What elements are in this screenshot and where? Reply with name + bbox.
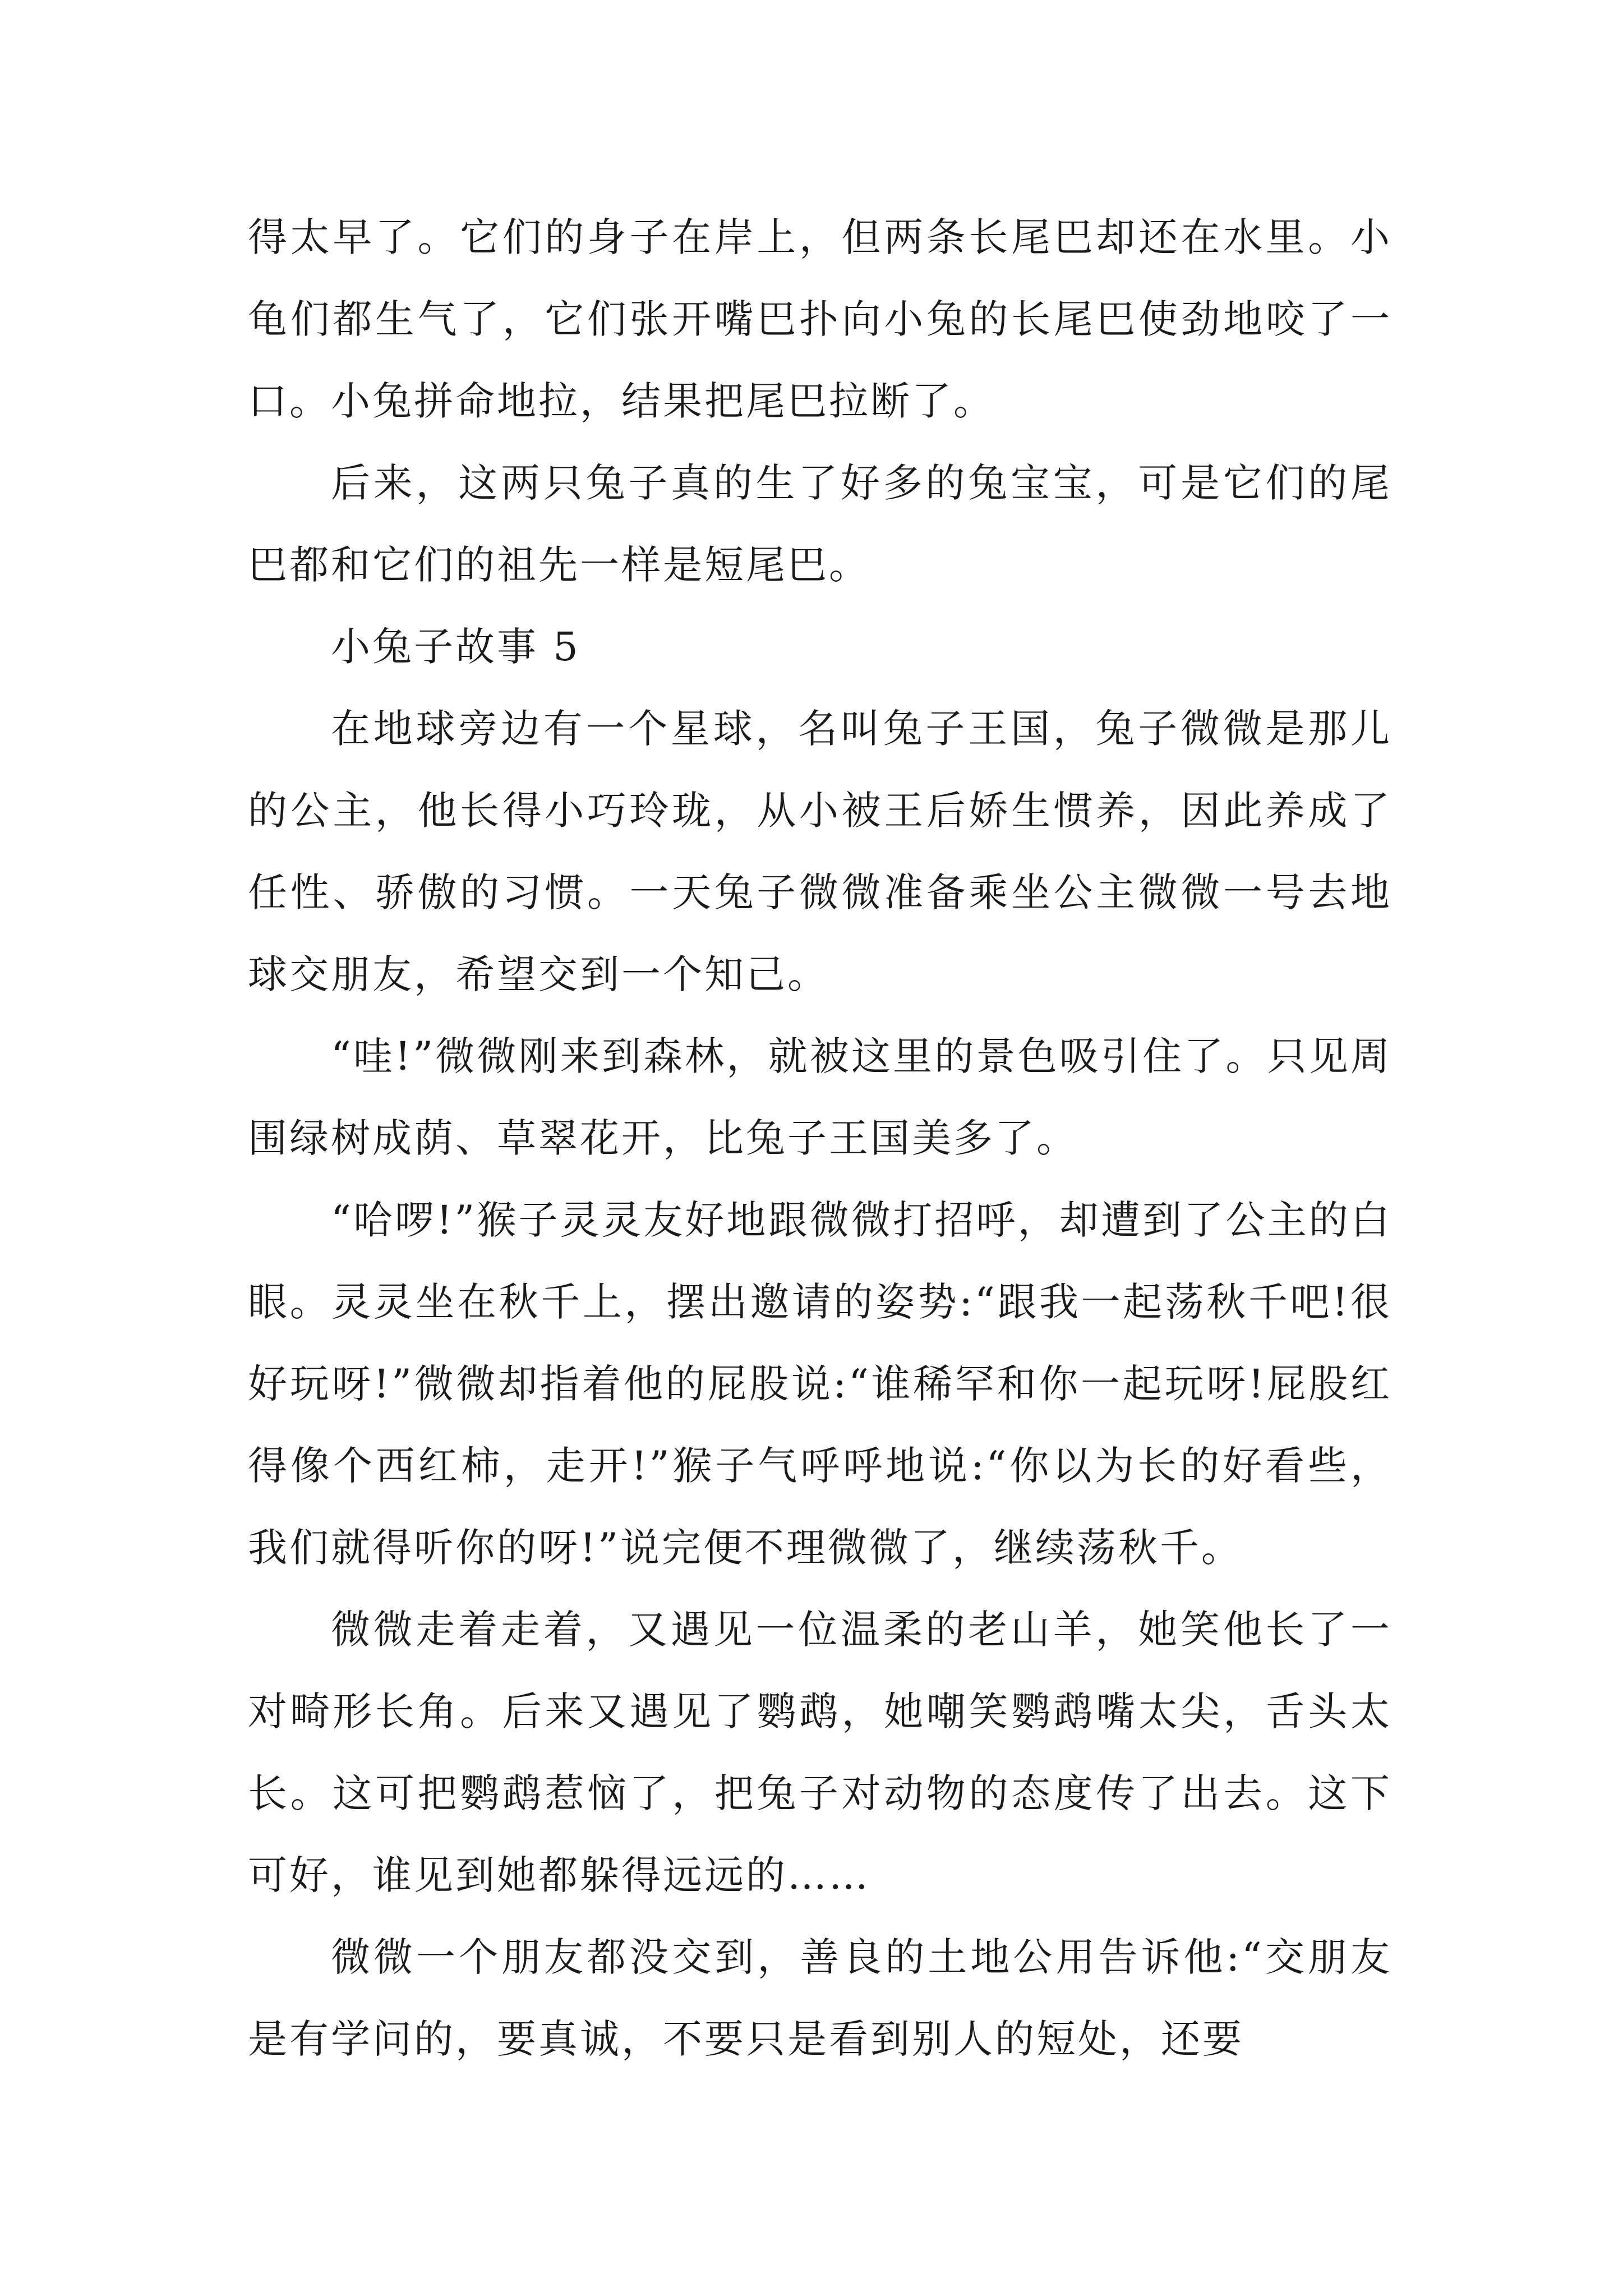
- paragraph: “哇!”微微刚来到森林，就被这里的景色吸引住了。只见周围绿树成荫、草翠花开，比兔子王国美多了。: [248, 1033, 1392, 1161]
- paragraph: “哈啰!”猴子灵灵友好地跟微微打招呼，却遭到了公主的白眼。灵灵坐在秋千上，摆出邀请的姿势:“跟我一起荡秋千吧!很好玩呀!”微微却指着他的屁股说:“谁稀罕和你一起玩呀!屁股红得像个西红柿，走开!”猴子气呼呼地说:“你以为长的好看些，我们就得听你的呀!”说完便不理微微了，继续荡秋千。: [248, 1197, 1392, 1571]
- document-body: [248, 196, 1392, 2080]
- paragraph: 微微一个朋友都没交到，善良的土地公用告诉他:“交朋友是有学问的，要真诚，不要只是看到别人的短处，还要: [248, 1934, 1392, 2062]
- paragraph: 微微走着走着，又遇见一位温柔的老山羊，她笑他长了一对畸形长角。后来又遇见了鹦鹉，她嘲笑鹦鹉嘴太尖，舌头太长。这可把鹦鹉惹恼了，把兔子对动物的态度传了出去。这下可好，谁见到她都躲得远远的……: [248, 1607, 1392, 1898]
- paragraph-continuation: 得太早了。它们的身子在岸上，但两条长尾巴却还在水里。小龟们都生气了，它们张开嘴巴扑向小兔的长尾巴使劲地咬了一口。小兔拼命地拉，结果把尾巴拉断了。: [248, 214, 1392, 424]
- section-heading: 小兔子故事 5: [331, 624, 580, 670]
- paragraph: 在地球旁边有一个星球，名叫兔子王国，兔子微微是那儿的公主，他长得小巧玲珑，从小被王后娇生惯养，因此养成了任性、骄傲的习惯。一天兔子微微准备乘坐公主微微一号去地球交朋友，希望交到一个知己。: [248, 706, 1392, 997]
- paragraph: 后来，这两只兔子真的生了好多的兔宝宝，可是它们的尾巴都和它们的祖先一样是短尾巴。: [248, 460, 1392, 588]
